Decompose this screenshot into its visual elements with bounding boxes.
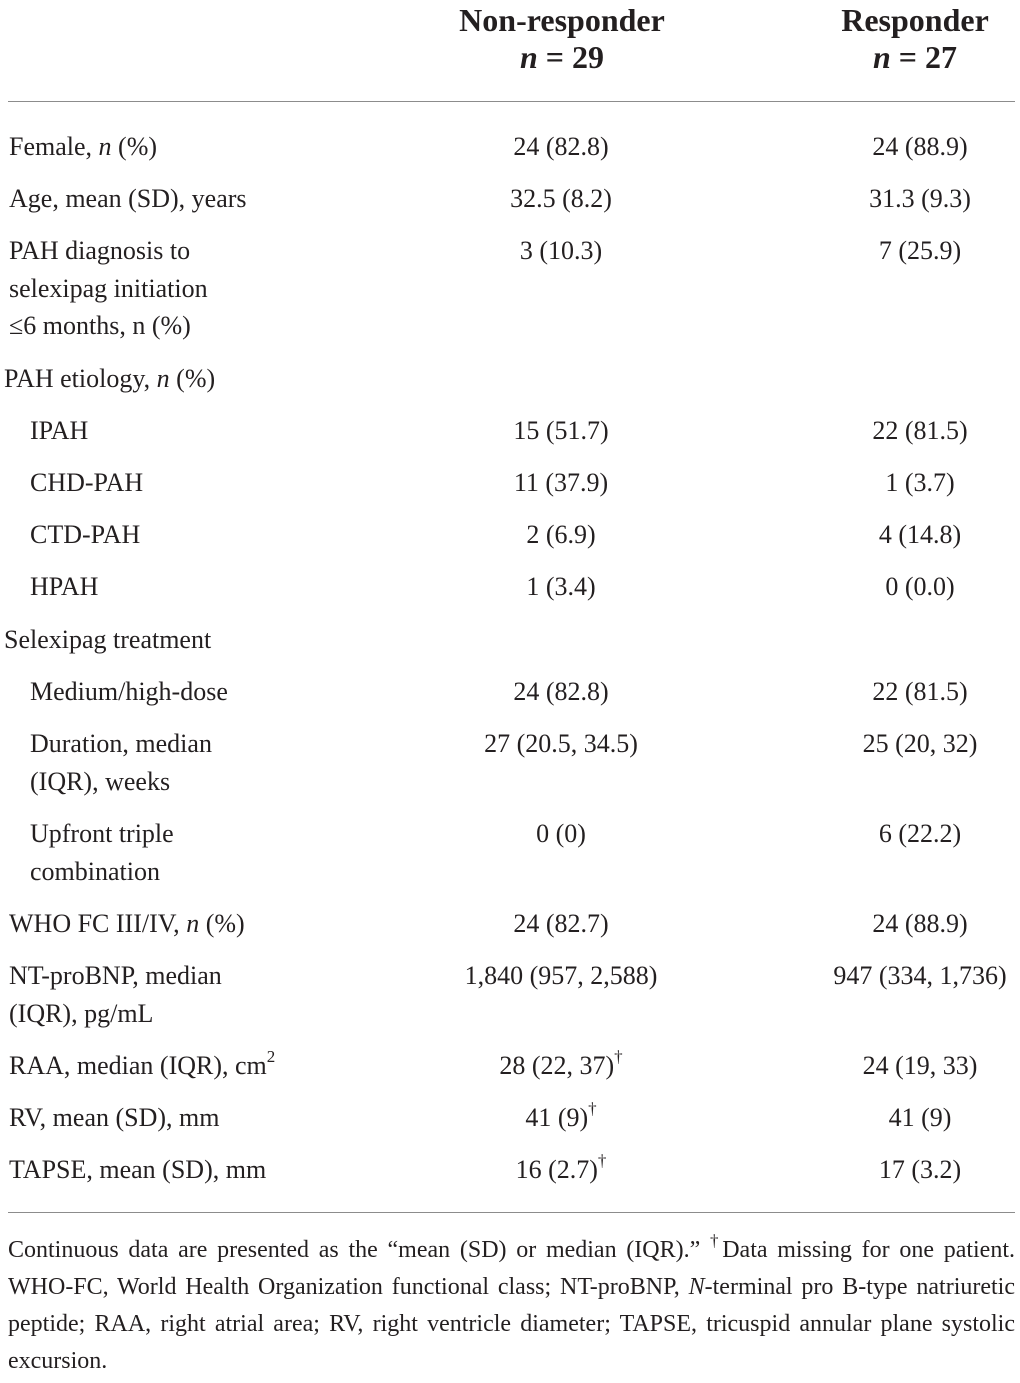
column-n: n = 29: [519, 39, 605, 75]
column-header-non-responder: [412, 2, 712, 76]
cell-responder: 24 (88.9): [872, 909, 968, 938]
row-label: Duration, median (IQR), weeks: [30, 729, 212, 796]
row-label: RV, mean (SD), mm: [9, 1103, 220, 1132]
row-label: PAH diagnosis to selexipag initiation ≤6 months, n (%): [9, 236, 208, 340]
cell-responder: 7 (25.9): [878, 236, 962, 265]
dagger-marker: †: [597, 1151, 607, 1171]
row-label: Medium/high-dose: [30, 677, 228, 706]
row-label: NT-proBNP, median (IQR), pg/mL: [9, 961, 222, 1028]
column-n: n = 27: [872, 39, 958, 75]
cell-responder: 25 (20, 32): [862, 729, 978, 758]
row-label: TAPSE, mean (SD), mm: [9, 1155, 267, 1184]
cell-responder: 6 (22.2): [878, 819, 962, 848]
cell-responder: 0 (0.0): [885, 572, 955, 601]
cell-non-responder: 16 (2.7)†: [515, 1151, 607, 1184]
row-label: RAA, median (IQR), $cm^2$: [9, 1047, 276, 1080]
cell-non-responder: 24 (82.8): [513, 132, 609, 161]
row-label: CTD-PAH: [30, 520, 141, 549]
cell-responder: 947 (334, 1,736): [833, 961, 1007, 990]
cell-non-responder: 27 (20.5, 34.5): [484, 729, 638, 758]
column-header-responder: [800, 2, 1020, 76]
cell-responder: 31.3 (9.3): [869, 184, 971, 213]
cell-responder: 24 (19, 33): [862, 1051, 978, 1080]
dagger-marker: †: [588, 1099, 597, 1119]
column-title: Non-responder: [459, 2, 665, 38]
row-label: Female, n (%): [9, 132, 158, 161]
cell-non-responder: 1,840 (957, 2,588): [464, 961, 658, 990]
row-label: Upfront triple combination: [30, 819, 174, 886]
row-label: Selexipag treatment: [4, 625, 212, 654]
row-label: HPAH: [30, 572, 99, 601]
cell-non-responder: 28 (22, 37)†: [499, 1047, 623, 1080]
table-header: [0, 0, 1020, 100]
cell-responder: 41 (9): [888, 1103, 952, 1132]
row-label: CHD-PAH: [30, 468, 144, 497]
cell-responder: 17 (3.2): [878, 1155, 962, 1184]
cell-non-responder: 1 (3.4): [526, 572, 596, 601]
table-footnote: Continuous data are presented as the “mean (SD) or median (IQR).” †Data missing for one patient. WHO-FC, World Health Organization functional class; NT-proBNP, N-terminal pro B-type natriuretic peptide; RAA, right atrial area; RV, right ventricle diameter; TAPSE, tricuspid annular plane systolic excursion.: [8, 1231, 1015, 1374]
cell-non-responder: 24 (82.8): [513, 677, 609, 706]
cell-responder: 22 (81.5): [872, 416, 968, 445]
row-label: WHO FC III/IV, n (%): [9, 909, 245, 938]
cell-non-responder: 41 (9)†: [525, 1099, 597, 1132]
cell-responder: 22 (81.5): [872, 677, 968, 706]
cell-responder: 24 (88.9): [872, 132, 968, 161]
row-label: Age, mean (SD), years: [9, 184, 247, 213]
cell-non-responder: 3 (10.3): [519, 236, 603, 265]
cell-non-responder: 11 (37.9): [513, 468, 609, 497]
footer-rule: [8, 1212, 1015, 1213]
cell-responder: 1 (3.7): [885, 468, 955, 497]
cell-non-responder: 2 (6.9): [526, 520, 596, 549]
row-label: PAH etiology, n (%): [4, 364, 216, 393]
cell-non-responder: 15 (51.7): [513, 416, 609, 445]
column-title: Responder: [841, 2, 989, 38]
cell-responder: 4 (14.8): [878, 520, 962, 549]
cell-non-responder: 24 (82.7): [513, 909, 609, 938]
dagger-marker: †: [709, 1231, 723, 1250]
row-label: IPAH: [30, 416, 89, 445]
dagger-marker: †: [614, 1047, 623, 1067]
header-rule: [8, 101, 1015, 102]
cell-non-responder: 0 (0): [536, 819, 586, 848]
cell-non-responder: 32.5 (8.2): [510, 184, 612, 213]
